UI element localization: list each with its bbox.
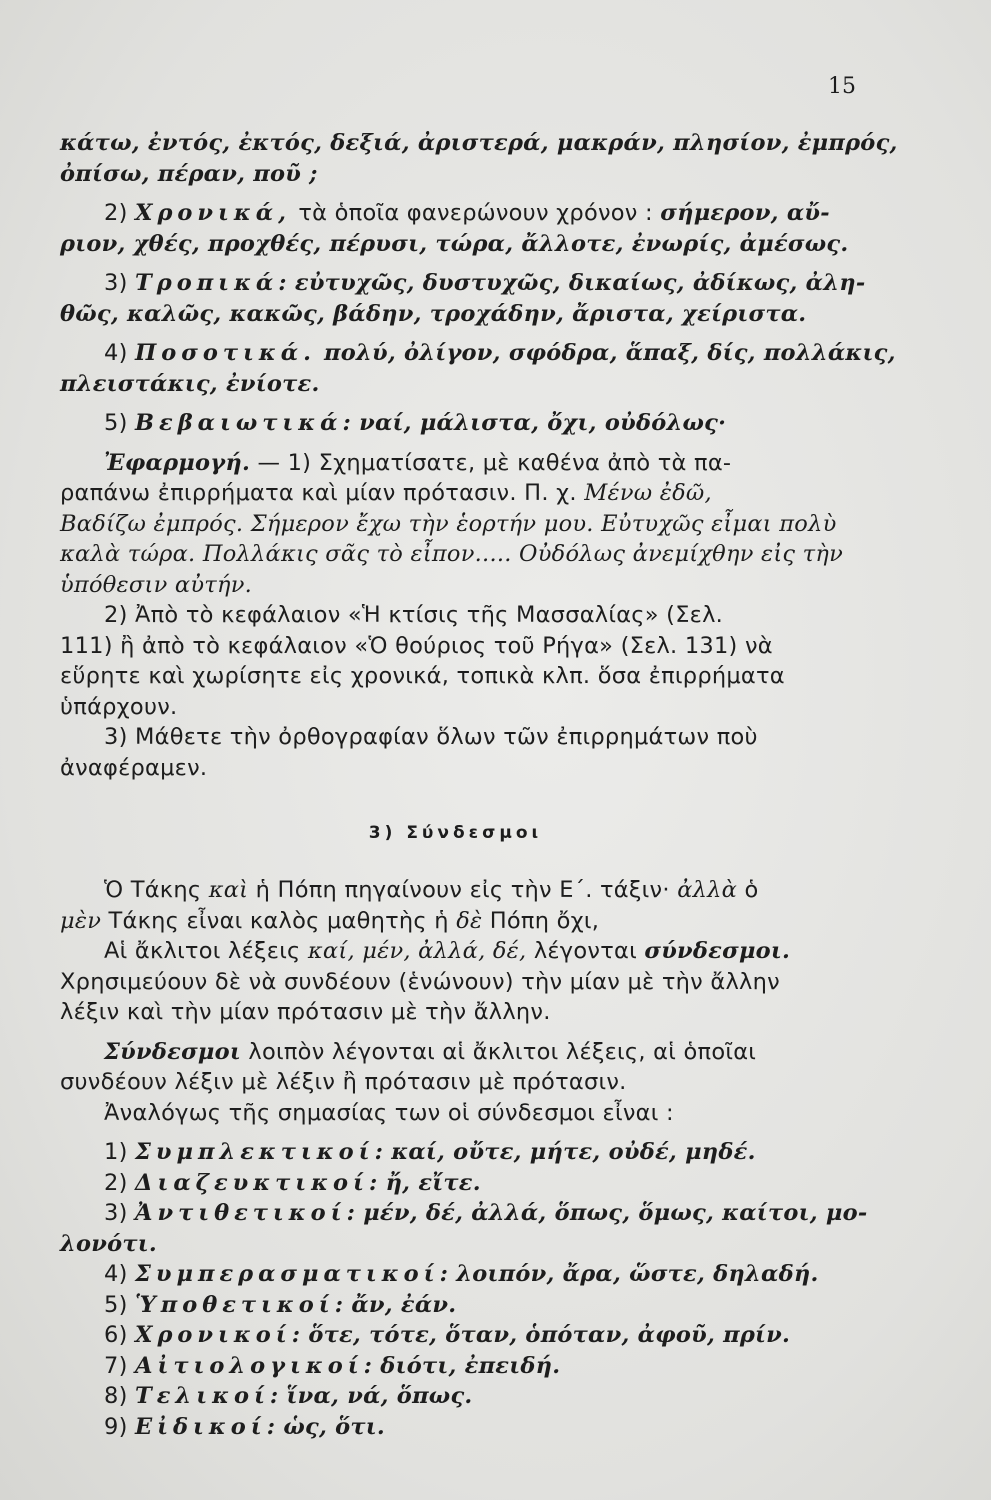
- text-line: 5) Βεβαιωτικά: ναί, μάλιστα, ὄχι, οὐδόλως·: [104, 410, 727, 436]
- text-line: κάτω, ἐντός, ἐκτός, δεξιά, ἀριστερά, μακράν, πλησίον, ἐμπρός,: [60, 130, 898, 156]
- text-line: Χρησιμεύουν δὲ νὰ συνδέουν (ἑνώνουν) τὴν μίαν μὲ τὴν ἄλλην: [60, 968, 780, 995]
- text-line: ριον, χθές, προχθές, πέρυσι, τώρα, ἄλλοτε, ἐνωρίς, ἀμέσως.: [60, 230, 849, 257]
- text-line: Ἀναλόγως τῆς σημασίας των οἱ σύνδεσμοι εἶναι :: [104, 1099, 674, 1126]
- section-heading: 3) Σύνδεσμοι: [368, 823, 543, 843]
- list-item: 2) Διαζευκτικοί: ἤ, εἴτε.: [104, 1169, 481, 1196]
- text-line: 4) Ποσοτικά. πολύ, ὀλίγον, σφόδρα, ἅπαξ, δίς, πολλάκις,: [104, 340, 896, 366]
- text-line: 111) ἢ ἀπὸ τὸ κεφάλαιον «Ὁ θούριος τοῦ Ρήγα» (Σελ. 131) νὰ: [60, 632, 773, 659]
- page-number: 15: [828, 74, 856, 99]
- text-line: Βαδίζω ἐμπρός. Σήμερον ἔχω τὴν ἑορτήν μου. Εὐτυχῶς εἶμαι πολὺ: [60, 510, 837, 537]
- conjunction-list: [60, 1137, 991, 1442]
- text-line: Αἱ ἄκλιτοι λέξεις καί, μέν, ἀλλά, δέ, λέγονται σύνδεσμοι.: [104, 938, 791, 964]
- text-line: πλειστάκις, ἐνίοτε.: [60, 370, 320, 397]
- text-line: καλὰ τώρα. Πολλάκις σᾶς τὸ εἶπον..... Οὐδόλως ἀνεμίχθην εἰς τὴν: [60, 541, 844, 567]
- text-line: 3) Μάθετε τὴν ὀρθογραφίαν ὅλων τῶν ἐπιρρημάτων ποὺ: [104, 724, 758, 750]
- text-line: λέξιν καὶ τὴν μίαν πρότασιν μὲ τὴν ἄλλην.: [60, 999, 551, 1025]
- list-item: 7) Αἰτιολογικοί: διότι, ἐπειδή.: [104, 1352, 561, 1379]
- text-line: ραπάνω ἐπιρρήματα καὶ μίαν πρότασιν. Π. χ. Μένω ἐδῶ,: [60, 480, 712, 506]
- text-line: 3) Τροπικά: εὐτυχῶς, δυστυχῶς, δικαίως, ἀδίκως, ἀλη-: [104, 270, 866, 296]
- list-item: 1) Συμπλεκτικοί: καί, οὔτε, μήτε, οὐδέ, μηδέ.: [104, 1139, 756, 1165]
- list-item: 6) Χρονικοί: ὅτε, τότε, ὅταν, ὁπόταν, ἀφοῦ, πρίν.: [104, 1322, 791, 1348]
- text-line: ὑπάρχουν.: [60, 693, 178, 720]
- text-line: ἀναφέραμεν.: [60, 754, 208, 781]
- text-line: μὲν Τάκης εἶναι καλὸς μαθητὴς ἡ δὲ Πόπη ὄχι,: [60, 907, 600, 934]
- list-item: 4) Συμπερασματικοί: λοιπόν, ἄρα, ὥστε, δηλαδή.: [104, 1261, 819, 1287]
- list-item: 9) Εἰδικοί: ὡς, ὅτι.: [104, 1413, 385, 1440]
- text-line: ὑπόθεσιν αὐτήν.: [60, 571, 253, 598]
- text-line: 2) Χρονικά, τὰ ὁποῖα φανερώνουν χρόνον : σήμερον, αὔ-: [104, 200, 830, 226]
- list-item-continuation: λονότι.: [60, 1230, 158, 1257]
- list-item: 3) Ἀντιθετικοί: μέν, δέ, ἀλλά, ὅπως, ὅμως, καίτοι, μο-: [104, 1200, 868, 1226]
- text-line: Σύνδεσμοι λοιπὸν λέγονται αἱ ἄκλιτοι λέξεις, αἱ ὁποῖαι: [104, 1038, 757, 1065]
- list-item: 5) Ὑποθετικοί: ἄν, ἐάν.: [104, 1291, 457, 1318]
- text-line: εὕρητε καὶ χωρίσητε εἰς χρονικά, τοπικὰ κλπ. ὅσα ἐπιρρήματα: [60, 663, 785, 689]
- text-line: θῶς, καλῶς, κακῶς, βάδην, τροχάδην, ἄριστα, χείριστα.: [60, 300, 807, 327]
- text-line: Ἐφαρμογή. — 1) Σχηματίσατε, μὲ καθένα ἀπὸ τὰ πα-: [104, 449, 732, 476]
- text-line: Ὁ Τάκης καὶ ἡ Πόπη πηγαίνουν εἰς τὴν Ε΄. τάξιν· ἀλλὰ ὁ: [104, 877, 759, 903]
- page-body: [60, 128, 991, 1442]
- text-line: ὀπίσω, πέραν, ποῦ ;: [60, 160, 318, 187]
- list-item: 8) Τελικοί: ἵνα, νά, ὅπως.: [104, 1383, 473, 1409]
- text-line: συνδέουν λέξιν μὲ λέξιν ἢ πρότασιν μὲ πρότασιν.: [60, 1069, 627, 1095]
- text-line: 2) Ἀπὸ τὸ κεφάλαιον «Ἡ κτίσις τῆς Μασσαλίας» (Σελ.: [104, 602, 724, 628]
